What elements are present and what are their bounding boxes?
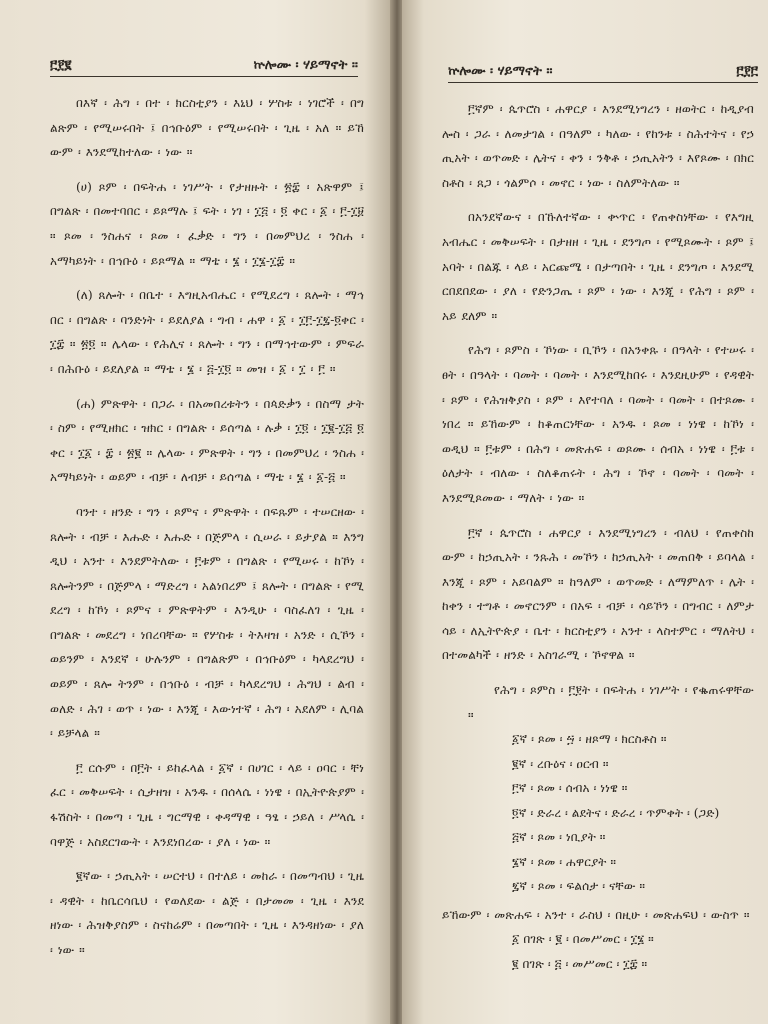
left-running-head [50, 58, 358, 77]
right-paragraph-2: በአንደኛውና ፡ በኹለተኛው ፡ ቍጥር ፡ የጠቀስነቸው ፡ የእግዚ አብሔር ፡ መቅሠፍት ፡ በታዘዘ ፡ ጊዜ ፡ ደንግጦ ፡ የሚጾሙት ፡ ጾም ፤ አባት ፡ በልጁ ፡ ላይ ፡ አርጩሜ ፡ በታጣበት ፡ ጊዜ ፡ ደንግጦ ፡ እንደሚ ርበደበደው ፡ ያለ ፡ የድንጋጤ ፡ ጾም ፡ ነው ፡ እንጂ ፡ የሕግ ፡ ጾም ፡ አይ ደለም ። [442, 210, 754, 323]
right-page-body [442, 97, 754, 976]
right-paragraph-3: የሕግ ፡ ጾምስ ፡ ኾነው ፡ ቢኾን ፡ በአንቀጹ ፡ በዓላት ፡ የተሠሩ ፡ ፀት ፡ በዓላት ፡ ባመት ፡ ባመት ፡ እንደሚከበሩ ፡ እንደዚሁም ፡ የዳዊት ፡ ጾም ፡ የሕዝቅያስ ፡ ጾም ፡ እየተባለ ፡ ባመት ፡ ባመት ፡ በተጾሙ ፡ ነበረ ። ይኸውም ፡ ከቆጠርነቸው ፡ አንዱ ፡ ጾመ ፡ ነነዌ ፡ ከኾነ ፡ ወዲህ ። ፫ቱም ፡ በሕግ ፡ መጽሐፍ ፡ ወጾሙ ፡ ሰብአ ፡ ነነዌ ፡ ፫ቱ ፡ ዕለታት ፡ ብለው ፡ ስለቆጠሩት ፡ ሕግ ፡ ኾኖ ፡ ባመት ፡ ባመት ፡ እንደሚጾመው ፡ ማለት ፡ ነው ። [442, 343, 754, 505]
left-paragraph-4: (ሐ) ምጽዋት ፡ በጋራ ፡ በአመበረቱትን ፡ በጳድቃን ፡ በስማ ታት ፡ ስም ፡ የሚዘክር ፡ ዝክር ፡ በግልጽ ፡ ይሰጣል ፡ ሉቃ ፡ ፲፬ ፡ ፲፪-፲፭ ፬ ቀር ፡ ፲፩ ፡ ፰ ፡ ፳፪ ። ሌላው ፡ ምጽዋት ፡ ግን ፡ በመምህረ ፡ ንስሐ ፡ አማካይነት ፡ ወይም ፡ ብቻ ፡ ለብቻ ፡ ይሰጣል ፡ ማቴ ፡ ፮ ፡ ፩-፭ ። [50, 396, 364, 485]
left-paragraph-1: በእኛ ፡ ሕግ ፡ በተ ፡ ክርስቲያን ፡ እኒህ ፡ ሦስቱ ፡ ነገሮች ፡ በግ ልጽም ፡ የሚሠሩበት ፤ በኅቡዕም ፡ የሚሠሩበት ፡ ጊዜ ፡ አለ ። ይኸ ውም ፡ እንደሚከተለው ፡ ነው ። [50, 96, 364, 160]
fasts-list [442, 727, 754, 899]
right-page-number: ፫፻፫ [736, 64, 758, 79]
list-item: ፫ኛ ፡ ጾመ ፡ ሰብአ ፡ ነነዌ ። [512, 781, 628, 796]
page-references [442, 927, 754, 976]
left-running-title: ኵሎሙ ፡ ሃይማኖት ። [253, 58, 358, 73]
list-item: ፭ኛ ፡ ጾመ ፡ ነቢያት ። [512, 830, 606, 845]
list-item: ፬ኛ ፡ ድራረ ፡ ልደትና ፡ ድራረ ፡ ጥምቀት ፡ (ጋድ) [512, 805, 720, 820]
left-page-body [50, 91, 364, 963]
right-paragraph-1: ፫ኛም ፡ ጴጥሮስ ፡ ሐዋርያ ፡ እንደሚነግረን ፡ ዘወትር ፡ ከዲያብ ሎስ ፡ ጋራ ፡ ለመታገል ፡ በዓለም ፡ ካለው ፡ የከንቱ ፡ ስሕተትና ፡ የኃ ጢአት ፡ ወጥመድ ፡ ሌትና ፡ ቀን ፡ ንቅቶ ፡ ኃጢአትን ፡ እየጾሙ ፡ በክር ስቶስ ፡ ጸጋ ፡ ጎልምሶ ፡ መኖር ፡ ነው ፡ ስለምትለው ። [442, 102, 754, 190]
left-paragraph-7: ፪ኛው ፡ ኃጢአት ፡ ሠርተህ ፡ በተለይ ፡ መከራ ፡ በመጣብህ ፡ ጊዜ ፡ ዳዊት ፡ ከቤርሳቤህ ፡ የወለደው ፡ ልጅ ፡ በታመመ ፡ ጊዜ ፡ እንደ ዘነው ፡ ሕዝቅያስም ፡ ስናከሬም ፡ በመጣበት ፡ ጊዜ ፡ እንዳዘነው ፡ ያለ ፡ ነው ። [50, 869, 364, 957]
reference-item: ፩ በገጽ ፡ ፪ ፡ በመሥመር ፡ ፲፮ ። [512, 932, 654, 947]
closing-line: ይኸውም ፡ መጽሐፍ ፡ አንተ ፡ ራስህ ፡ በዚሁ ፡ መጽሐፍህ ፡ ውስጥ ። [442, 907, 750, 922]
list-item: ፯ኛ ፡ ጾመ ፡ ፍልሰታ ፡ ናቸው ። [512, 879, 646, 894]
left-paragraph-6: ፫ ርሱም ፡ በ፫ት ፡ ይከፈላል ፡ ፩ኛ ፡ በሀገር ፡ ላይ ፡ ዐባር ፡ ቸነ ፈር ፡ መቅሠፍት ፡ ሲታዘዝ ፡ አንዱ ፡ በሰላሴ ፡ ነነዌ ፡ በኢትዮጵያም ፡ ፋሽስት ፡ በመጣ ፡ ጊዜ ፡ ግርማዊ ፡ ቀዳማዊ ፡ ዓፄ ፡ ኃይለ ፡ ሥላሴ ፡ ባዋጅ ፡ አስደርገውት ፡ እንደነበረው ፡ ያለ ፡ ነው ። [50, 760, 364, 849]
left-paragraph-5: ባንተ ፡ ዘንድ ፡ ግን ፡ ጾምና ፡ ምጽዋት ፡ በፍጹም ፡ ተሠርዘው ፡ ጸሎት ፡ ብቻ ፡ እሑድ ፡ እሑድ ፡ በጅምላ ፡ ሲሠራ ፡ ይታያል ። እንግ ዲህ ፡ አንተ ፡ እንደምትለው ፡ ፫ቱም ፡ በግልጽ ፡ የሚሠሩ ፡ ከኾነ ፡ ጸሎትንም ፡ በጅምላ ፡ ማድረግ ፡ አልነበረም ፤ ጸሎት ፡ በግልጽ ፡ የሚ ደረግ ፡ ከኾነ ፡ ጾምና ፡ ምጽዋትም ፡ እንዲሁ ፡ ባስፈለገ ፡ ጊዜ ፡ በግልጽ ፡ መደረግ ፡ ነበረባቸው ። የሦስቱ ፡ ትእዛዝ ፡ አንድ ፡ ሲኾን ፡ ወይንም ፡ እንደኛ ፡ ሁሉንም ፡ በግልጽም ፡ በኅቡዕም ፡ ካላደረግህ ፡ ወይም ፡ ጸሎ ትንም ፡ በኅቡዕ ፡ ብቻ ፡ ካላደረግህ ፡ ሕግህ ፡ ልብ ፡ ወለድ ፡ ሕገ ፡ ወጥ ፡ ነው ፡ እንጂ ፡ እውነተኛ ፡ ሕግ ፡ አደለም ፡ ሊባል ፡ ይቻላል ። [50, 504, 364, 741]
left-paragraph-2: (ሀ) ጾም ፡ በፍትሐ ፡ ነገሥት ፡ የታዘዙት ፡ ፳፰ ፡ አጽዋም ፤ በግልጽ ፡ በመተባበር ፡ ይጾማሉ ፤ ፍት ፡ ነገ ፡ ፲፭ ፡ ፬ ቀር ፡ ፩ ፡ ፫-፲፱ ። ጾመ ፡ ንስሐና ፡ ጾመ ፡ ፈቃድ ፡ ግን ፡ በመምህረ ፡ ንስሐ ፡ አማካይነት ፡ በኅቡዕ ፡ ይጾማል ። ማቴ ፡ ፮ ፡ ፲፮-፲፰ ። [50, 179, 364, 268]
right-paragraph-4: ፫ኛ ፡ ጴጥሮስ ፡ ሐዋርያ ፡ እንደሚነግረን ፡ ብለህ ፡ የጠቀስከ ውም ፡ ከኃጢአት ፡ ንጹሕ ፡ መኾን ፡ ከኃጢአት ፡ መጠበቅ ፡ ይባላል ፡ እንጂ ፡ ጾም ፡ አይባልም ። ከዓለም ፡ ወጥመድ ፡ ለማምለጥ ፡ ሌት ፡ ከቀን ፡ ተግቶ ፡ መኖርንም ፡ በአፍ ፡ ብቻ ፡ ሳይኾን ፡ በግብር ፡ ለምታ ሳይ ፡ ለኢትዮጵያ ፡ ቤተ ፡ ክርስቲያን ፡ አንተ ፡ ላስተምር ፡ ማለትህ ፡ በተመልካች ፡ ዘንድ ፡ አስገራሚ ፡ ኾኖዋል ። [442, 525, 754, 663]
right-page [402, 0, 768, 1024]
fasts-list-title: የሕግ ፡ ጾምስ ፡ ፫፻ት ፡ በፍትሐ ፡ ነገሥት ፡ የቈጠሩዋቸው ። [468, 683, 754, 722]
list-item: ፮ኛ ፡ ጾመ ፡ ሐዋርያት ። [512, 854, 617, 869]
right-running-head [448, 64, 758, 83]
list-item: ፪ኛ ፡ ረቡዕና ፡ ዐርብ ። [512, 756, 609, 771]
left-paragraph-3: (ለ) ጸሎት ፡ በቤተ ፡ እግዚአብሔር ፡ የሚደረግ ፡ ጸሎት ፡ ማኅ በር ፡ በግልጽ ፡ ባንድነት ፡ ይደለያል ፡ ግብ ፡ ሐዋ ፡ ፩ ፡ ፲፫-፲፯-፬ቀር ፡ ፲፰ ። ፳፬ ። ሌላው ፡ የሕሊና ፡ ጸሎት ፡ ግን ፡ በማኅተውም ፡ ምፍራ ፡ በሕቡዕ ፡ ይደለያል ። ማቴ ፡ ፮ ፡ ፭-፲፬ ። መዝ ፡ ፩ ፡ ፲ ፡ ፫ ። [50, 288, 364, 376]
reference-item: ፪ በገጽ ፡ ፭ ፡ መሥመር ፡ ፲፰ ። [512, 956, 648, 971]
list-item: ፩ኛ ፡ ጾመ ፡ ፵ ፡ ዘጾማ ፡ ክርስቶስ ። [512, 732, 667, 747]
right-running-title: ኵሎሙ ፡ ሃይማኖት ። [448, 64, 553, 79]
left-page-number: ፫፻፪ [50, 58, 72, 73]
